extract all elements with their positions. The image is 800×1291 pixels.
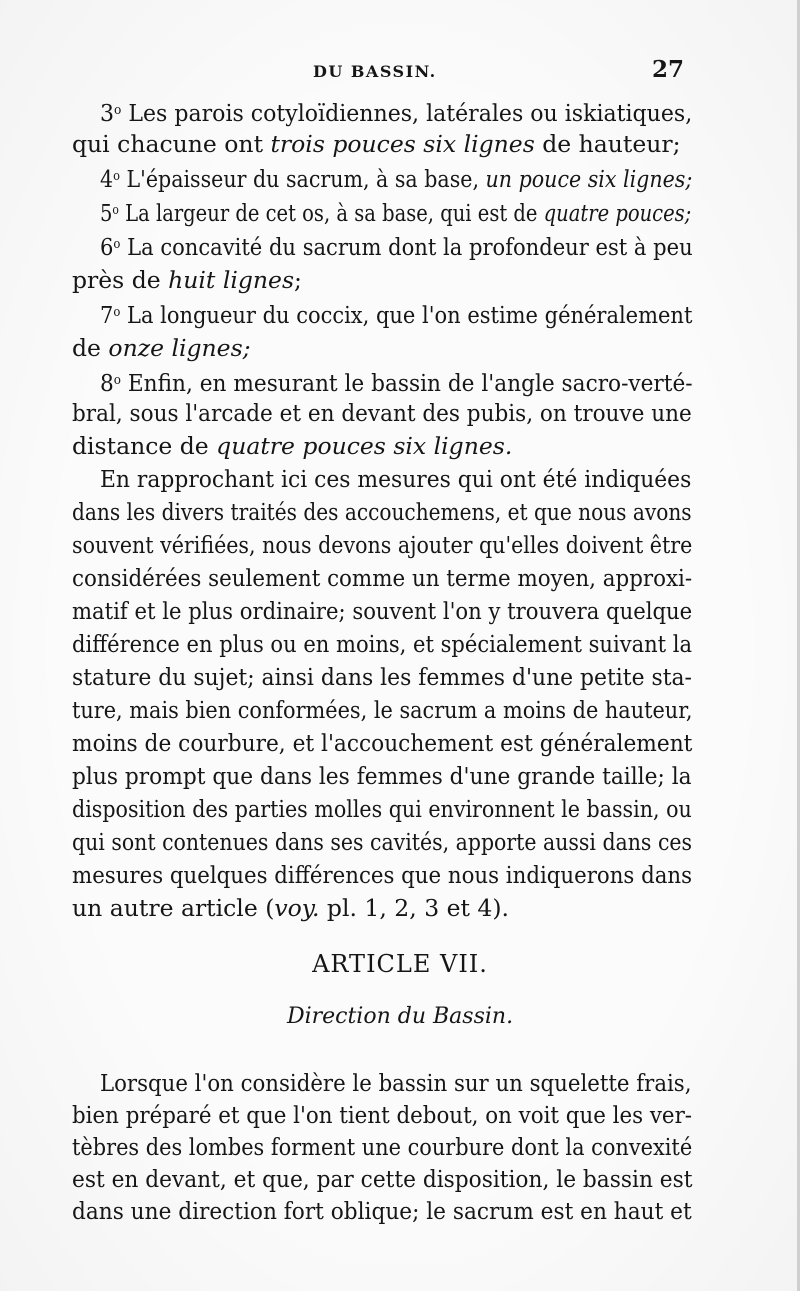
- paragraph2-line: tèbres des lombes forment une courbure dont la convexité: [72, 1133, 693, 1161]
- paragraph-line: considérées seulement comme un terme moyen, approxi-: [72, 564, 693, 592]
- paragraph-line: souvent vérifiées, nous devons ajouter qu'elles doivent être: [72, 531, 693, 559]
- paragraph-line: plus prompt que dans les femmes d'une grande taille; la: [72, 762, 692, 790]
- paragraph-line: stature du sujet; ainsi dans les femmes d'une petite sta-: [72, 663, 692, 691]
- paragraph-last-line: un autre article (voy. pl. 1, 2, 3 et 4).: [72, 894, 510, 922]
- paragraph2-line: dans une direction fort oblique; le sacrum est en haut et: [72, 1197, 692, 1225]
- item-5: 5$^o$ La largeur de cet os, à sa base, qui est de quatre pouces;: [100, 199, 692, 227]
- article-subheading: Direction du Bassin.: [286, 1004, 514, 1029]
- item-6-line-2: près de huit lignes;: [72, 266, 302, 294]
- item-4: 4$^o$ L'épaisseur du sacrum, à sa base, un pouce six lignes;: [100, 165, 693, 193]
- paragraph-line: matif et le plus ordinaire; souvent l'on y trouvera quelque: [72, 597, 693, 625]
- paragraph-line: qui sont contenues dans ses cavités, apporte aussi dans ces: [72, 828, 693, 856]
- item-8-line-2: bral, sous l'arcade et en devant des pubis, on trouve une: [72, 399, 692, 427]
- paragraph-line: dans les divers traités des accouchemens, et que nous avons: [72, 498, 692, 526]
- item-8-line-1: 8$^o$ Enfin, en mesurant le bassin de l'angle sacro-verté-: [100, 369, 693, 397]
- item-6-line-1: 6$^o$ La concavité du sacrum dont la profondeur est à peu: [100, 233, 693, 261]
- article-heading: ARTICLE VII.: [312, 950, 488, 978]
- paragraph-line: En rapprochant ici ces mesures qui ont été indiquées: [100, 465, 692, 493]
- running-head: [0, 58, 800, 88]
- item-7-line-1: 7$^o$ La longueur du coccix, que l'on estime généralement: [100, 301, 693, 329]
- item-8-line-3: distance de quatre pouces six lignes.: [72, 432, 513, 460]
- item-3-line-1: 3$^o$ Les parois cotyloïdiennes, latérales ou iskiatiques,: [100, 99, 693, 127]
- item-3-ordinal: 3$^o$: [100, 99, 122, 127]
- item-7-line-2: de onze lignes;: [72, 334, 251, 362]
- paragraph-line: mesures quelques différences que nous indiquerons dans: [72, 861, 693, 889]
- paragraph-line: disposition des parties molles qui environnent le bassin, ou: [72, 795, 692, 823]
- paragraph2-line: bien préparé et que l'on tient debout, on voit que les ver-: [72, 1101, 693, 1129]
- paragraph2-line: Lorsque l'on considère le bassin sur un squelette frais,: [100, 1069, 692, 1097]
- running-head-title: DU BASSIN.: [313, 62, 437, 81]
- paragraph-line: ture, mais bien conformées, le sacrum a moins de hauteur,: [72, 696, 693, 724]
- paragraph-line: moins de courbure, et l'accouchement est généralement: [72, 729, 693, 757]
- paragraph-line: différence en plus ou en moins, et spécialement suivant la: [72, 630, 693, 658]
- item-3-line-2: qui chacune ont trois pouces six lignes de hauteur;: [72, 130, 681, 158]
- page-number: 27: [652, 56, 685, 83]
- paragraph2-line: est en devant, et que, par cette disposition, le bassin est: [72, 1165, 693, 1193]
